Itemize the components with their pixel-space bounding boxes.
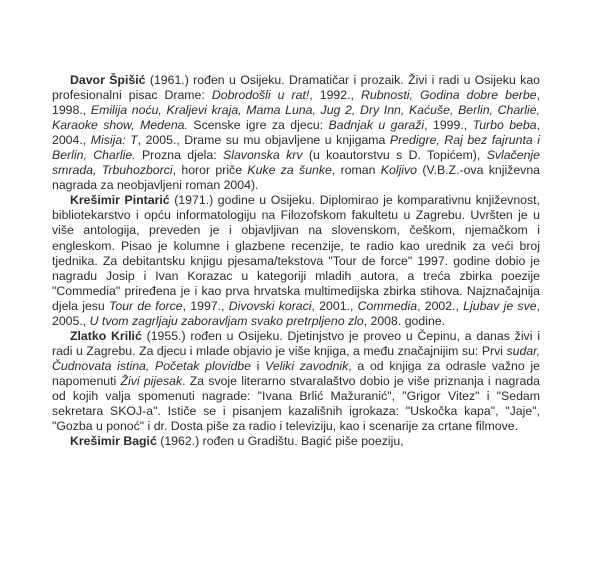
italic-title-text: Koljivo (380, 163, 418, 178)
italic-title-text: Badnjak u garaži (328, 118, 425, 133)
body-text: (1955.) rođen u Osijeku. Djetinjstvo je proveo u Čepinu, a danas živi i radi u Zagrebu. Za djecu i mlade objavio je više knjiga, a među značajnijim su: Prvi (52, 328, 540, 358)
italic-title-text: Divovski koraci (228, 298, 312, 313)
body-text: , 1999., (424, 118, 473, 133)
italic-title-text: U tvom zagrljaju zaboravljam svako pretrpljeno zlo (89, 313, 364, 328)
body-text: (1961.) rođen u Osijeku. Dramatičar i prozaik. Živi i radi u Osijeku kao profesionalni pisac Drame: (52, 73, 540, 103)
author-name: Krešimir Pintarić (70, 193, 170, 208)
italic-title-text: Slavonska krv (223, 148, 303, 163)
italic-title-text: Tour de force (109, 298, 183, 313)
body-text: , 2001., (311, 298, 358, 313)
body-text: , 2005., (52, 298, 540, 328)
body-text: , 1992., (309, 88, 361, 103)
body-text: , 2005., Drame su mu objavljene u knjigama (137, 133, 390, 148)
body-text: , roman (331, 163, 381, 178)
biography-entry (52, 434, 540, 449)
italic-title-text: Dobrodošli u rat! (211, 88, 310, 103)
body-text: (u koautorstvu s D. Topićem), (302, 148, 487, 163)
body-text: , horor priče (172, 163, 248, 178)
body-text: . Za svoje literarno stvaralaštvo dobio je više priznanja i nagrada od kojih valja spomenuti nagrade: "Ivana Brlić Mažuranić", "Grigor Vitez" i "Sedam sekretara SKOJ-a". Ističe se i pisanjem kazališnih igrokaza: "Uskočka kapa", "Jaje", "Gozba u ponoć" i dr. Dosta piše za radio i televiziju, kao i scenarije za crtane filmove. (52, 373, 541, 434)
italic-title-text: Živi pijesak (120, 373, 183, 388)
document-body (52, 73, 540, 449)
author-name: Davor Špišić (70, 73, 146, 87)
body-text: i (250, 358, 266, 373)
body-text: , 2002., (417, 298, 464, 313)
biography-entry (52, 193, 540, 328)
italic-title-text: Ljubav je sve (463, 298, 537, 313)
body-text: (V.B.Z.-ova književna nagrada za neobjavljeni roman 2004). (52, 163, 540, 193)
italic-title-text: Svlačenje smrada, Trbuhozborci (52, 148, 541, 178)
body-text: (1971.) godine u Osijeku. Diplomirao je komparativnu književnost, bibliotekarstvo i opću informatologiju na Filozofskom fakultetu u Zagrebu. Uvršten je u više antologija, preveden je i objavljivan na slovenskom, češkom, njemačkom i engleskom. Pisao je kolumne i glazbene recenzije, te radio kao urednik za veći broj tjednika. Za debitantsku knjigu pjesama/tekstova "Tour de force" 1997. godine dobio je nagradu Josip i Ivan Korazac u kategoriji mladih autora, a treća zbirka poezije "Commedia" priređena je i kao prva hrvatska multimedijska zbirka stihova. Najznačajnija djela jesu (52, 193, 540, 313)
italic-title-text: Turbo beba (472, 118, 537, 133)
italic-title-text: Commedia (357, 298, 418, 313)
body-text: , 1997., (182, 298, 229, 313)
italic-title-text: Kuke za šunke (247, 163, 332, 178)
body-text: , 1998., (52, 88, 540, 118)
italic-title-text: sudar, Čudnovata istina, Početak plovidbe (52, 343, 540, 373)
author-name: Zlatko Krilić (70, 328, 142, 343)
italic-title-text: Rubnosti, Godina dobre berbe (360, 88, 537, 103)
italic-title-text: Veliki zavodnik (265, 358, 349, 373)
body-text: , 2008. godine. (363, 313, 446, 328)
italic-title-text: Predigre, Raj bez fajrunta i Berlin, Charlie. (52, 133, 540, 163)
body-text: Prozna djela: (135, 148, 224, 163)
italic-title-text: Misija: T (90, 133, 138, 148)
biography-entry (52, 329, 540, 434)
body-text: , a od knjiga za odrasle važno je napomenuti (52, 358, 540, 388)
biography-entry (52, 73, 540, 193)
italic-title-text: Emilija noću, Kraljevi kraja, Mama Luna, Jug 2, Dry Inn, Kaćuše, Berlin, Charlie, Karaoke show, Medena. (52, 103, 540, 133)
body-text: Scenske igre za djecu: (187, 118, 329, 133)
author-name: Krešimir Bagić (70, 434, 157, 449)
body-text: (1962.) rođen u Gradištu. Bagić piše poeziju, (156, 434, 404, 449)
body-text: , 2004., (52, 118, 541, 148)
